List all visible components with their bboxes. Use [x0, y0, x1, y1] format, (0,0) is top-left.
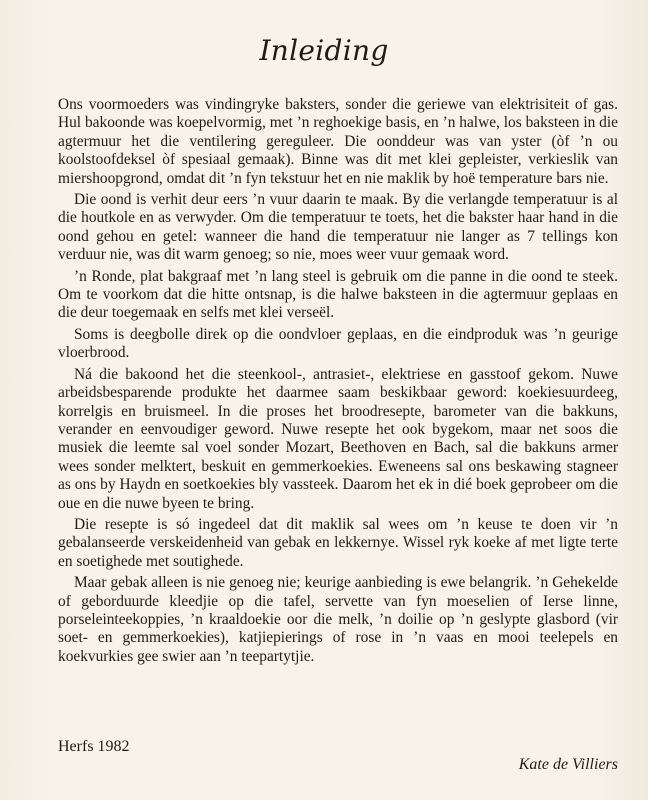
signoff-date: Herfs 1982 [58, 738, 130, 755]
paragraph-1: Ons voormoeders was vindingryke baksters, sonder die geriewe van elektrisiteit of gas. Hul bakoonde was koepelvormig, met ’n reghoekige basis, en ’n halwe, los baksteen in die agtermuur het die ventilering gereguleer. Die oonddeur was van yster (òf ’n ou koolstoofdeksel òf spesiaal gemaak). Binne was dit met klei gepleister, verkieslik van miershoopgrond, omdat dit ’n fyn tekstuur het en nie maklik by hoë temperature bars nie. [58, 96, 618, 187]
introduction-text [58, 96, 618, 669]
page-title: Inleiding [259, 34, 389, 67]
paragraph-5: Ná die bakoond het die steenkool-, antrasiet-, elektriese en gasstoof gekom. Nuwe arbeidsbesparende produkte het daarmee saam beskikbaar geword: koekiesuurdeeg, korrelgis en bruismeel. In die proses het broodresepte, barometer van die bakkuns, verander en eenvoudiger geword. Nuwe resepte het ook bygekom, maar net soos die musiek die leemte sal voel sonder Mozart, Beethoven en Bach, sal die bakkuns armer wees sonder melktert, beskuit en gemmerkoekies. Eweneens sal ons beskawing stagneer as ons by Haydn en soetkoekies bly vassteek. Daarom het ek in dié boek geprobeer om die oue en die nuwe byeen te bring. [58, 365, 618, 512]
paragraph-7: Maar gebak alleen is nie genoeg nie; keurige aanbieding is ewe belangrik. ’n Gehekelde of geborduurde kleedjie op die tafel, servette van fyn moeselien of Ierse linne, porseleinteekoppies, ’n kraaldoekie oor die melk, ’n doilie op ’n geslypte glasbord (vir soet- en gemmerkoekies), katjiepierings of rose in ’n vaas en mooi teelepels en koekvurkies gee swier aan ’n teepartytjie. [58, 574, 618, 665]
paragraph-6: Die resepte is só ingedeel dat dit maklik sal wees om ’n keuse te doen vir ’n gebalanseerde verskeidenheid van gebak en lekkernye. Wissel ryk koeke af met ligte terte en soetighede met soutighede. [58, 515, 618, 570]
author-signature: Kate de Villiers [518, 756, 618, 773]
paragraph-2: Die oond is verhit deur eers ’n vuur daarin te maak. By die verlangde temperatuur is al die houtkole en as verwyder. Om die temperatuur te toets, het die bakster haar hand in die oond gehou en getel: wanneer die hand die temperatuur nie langer as 7 tellings kon verduur nie, was dit warm genoeg; so nie, moes weer vuur gemaak word. [58, 191, 618, 264]
paragraph-3: ’n Ronde, plat bakgraaf met ’n lang steel is gebruik om die panne in die oond te steek. Om te voorkom dat die hitte ontsnap, is die halwe baksteen in die agtermuur geplaas en die deur toegemaak en selfs met klei verseël. [58, 267, 618, 322]
paragraph-4: Soms is deegbolle direk op die oondvloer geplaas, en die eindproduk was ’n geurige vloerbrood. [58, 325, 618, 362]
